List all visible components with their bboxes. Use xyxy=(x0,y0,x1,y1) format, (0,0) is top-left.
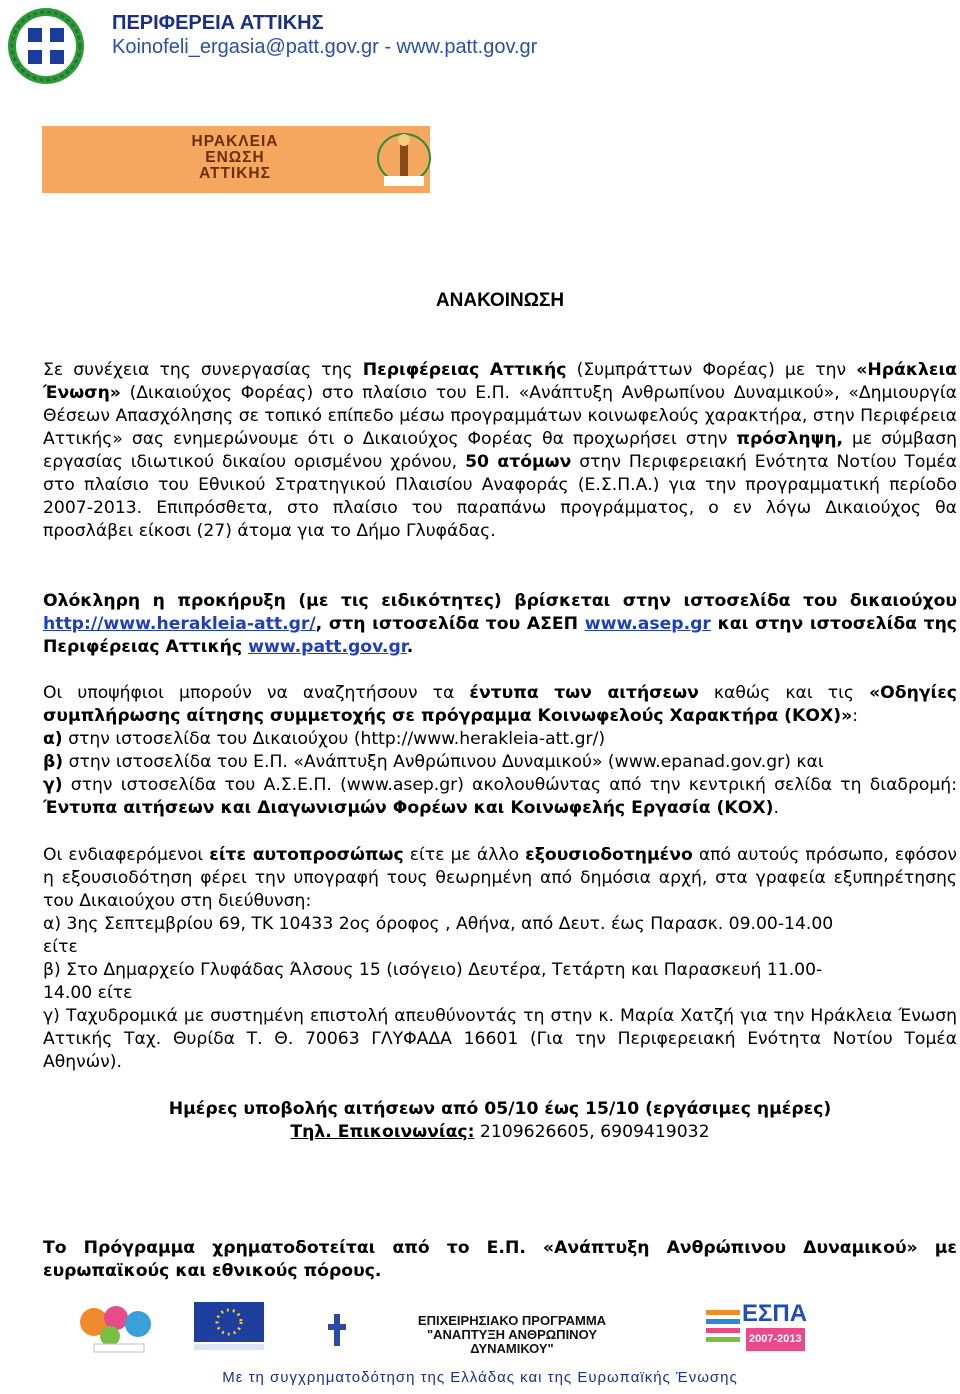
herakleia-link[interactable]: http://www.herakleia-att.gr/ xyxy=(43,614,316,634)
submission-section xyxy=(43,844,957,1074)
address-b: β) Στο Δημαρχείο Γλυφάδας Άλσους 15 (ισόγειο) Δευτέρα, Τετάρτη και Παρασκευή 11.00- xyxy=(43,960,823,980)
koch-logo-icon xyxy=(64,1298,174,1356)
espa-bars-icon xyxy=(706,1306,740,1350)
address-c: γ) Ταχυδρομικά με συστημένη επιστολή απευθύνοντάς τη στην κ. Μαρία Χατζή για την Ηράκλεια Ένωση Αττικής Ταχ. Θυρίδα Τ. Θ. 70063 ΓΛΥΦΑΔΑ 16601 (Για την Περιφερειακή Ενότητα Νοτίου Τομέα Αθηνών). xyxy=(43,1006,957,1072)
applications-section xyxy=(43,682,957,820)
footer-logos xyxy=(0,1292,960,1362)
submission-intro: Οι ενδιαφερόμενοι είτε αυτοπροσώπως είτε με άλλο εξουσιοδοτημένο από αυτούς πρόσωπο, εφόσον η εξουσιοδότηση φέρει την υπογραφή τους θεωρημένη από δημόσια αρχή, στα γραφεία εξυπηρέτησης του Δικαιούχου στη διεύθυνση: xyxy=(43,845,958,911)
full-notice-paragraph: Ολόκληρη η προκήρυξη (με τις ειδικότητες) βρίσκεται στην ιστοσελίδα του δικαιούχου http://www.herakleia-att.gr/, στη ιστοσελίδα του ΑΣΕΠ www.asep.gr και στην ιστοσελίδα της Περιφέρειας Αττικής www.patt.gov.gr. xyxy=(43,591,957,657)
announcement-paragraph: Σε συνέχεια της συνεργασίας της Περιφέρειας Αττικής (Συμπράττων Φορέας) με την «Ηράκλεια Ένωση» (Δικαιούχος Φορέας) στο πλαίσιο του Ε.Π. «Ανάπτυξη Ανθρωπίνου Δυναμικού», «Δημιουργία Θέσεων Απασχόλησης σε τοπικό επίπεδο μέσω προγραμμάτων κοινωφελούς χαρακτήρα, στην Περιφέρεια Αττικής» σας ενημερώνουμε ότι ο Δικαιούχος Φορέας θα προχωρήσει στην πρόσληψη, με σύμβαση εργασίας ιδιωτικού δικαίου ορισμένου χρόνου, 50 ατόμων στην Περιφερειακή Ενότητα Νοτίου Τομέα στο πλαίσιο του Εθνικού Στρατηγικού Πλαισίου Αναφοράς (Ε.Σ.Π.Α.) για την προγραμματική περίοδο 2007-2013. Επιπρόσθετα, στο πλαίσιο του παραπάνω προγράμματος, ο εν λόγω Δικαιούχος θα προσλάβει είκοσι (27) άτομα για το Δήμο Γλυφάδας. xyxy=(43,360,957,541)
herakleia-logo-text: ΗΡΑΚΛΕΙΑ ΕΝΩΣΗ ΑΤΤΙΚΗΣ xyxy=(191,133,279,182)
address-or: είτε xyxy=(43,937,78,957)
region-emblem-icon xyxy=(6,6,86,86)
asep-link[interactable]: www.asep.gr xyxy=(584,614,711,634)
greek-cross-icon xyxy=(326,1312,348,1348)
source-item-c: γ) στην ιστοσελίδα του Α.Σ.Ε.Π. (www.asep.gr) ακολουθώντας από την κεντρική σελίδα τη διαδρομή: Έντυπα αιτήσεων και Διαγωνισμών Φορέων και Κοινωφελής Εργασία (ΚΟΧ). xyxy=(43,775,957,818)
herakleia-logo xyxy=(42,126,430,193)
eu-flag-icon xyxy=(194,1302,264,1352)
contact-phone: Τηλ. Επικοινωνίας: 2109626605, 6909419032 xyxy=(290,1122,710,1142)
source-item-b: β) στην ιστοσελίδα του Ε.Π. «Ανάπτυξη Ανθρώπινου Δυναμικού» (www.epanad.gov.gr) και xyxy=(43,752,824,772)
espa-logo: ΕΣΠΑ 2007-2013 xyxy=(706,1300,806,1354)
header-title: ΠΕΡΙΦΕΡΕΙΑ ΑΤΤΙΚΗΣ xyxy=(112,12,324,34)
op-logo: ΕΠΙΧΕΙΡΗΣΙΑΚΟ ΠΡΟΓΡΑΜΜΑ "ΑΝΑΠΤΥΞΗ ΑΝΘΡΩΠΙΝΟΥ ΔΥΝΑΜΙΚΟΥ" xyxy=(417,1313,607,1356)
address-b-cont: 14.00 είτε xyxy=(43,983,133,1003)
source-item-a: α) στην ιστοσελίδα του Δικαιούχου (http://www.herakleia-att.gr/) xyxy=(43,729,606,749)
applications-intro: Οι υποψήφιοι μπορούν να αναζητήσουν τα έντυπα των αιτήσεων καθώς και τις «Οδηγίες συμπλήρωσης αίτησης συμμετοχής σε πρόγραμμα Κοινωφελούς Χαρακτήρα (ΚΟΧ)»: xyxy=(43,683,957,726)
address-a: α) 3ης Σεπτεμβρίου 69, ΤΚ 10433 2ος όροφος , Αθήνα, από Δευτ. έως Παρασκ. 09.00-14.00 xyxy=(43,914,834,934)
page-title: ΑΝΑΚΟΙΝΩΣΗ xyxy=(435,290,565,311)
herakleia-seal-icon xyxy=(374,130,434,190)
cofunding-strip: Με τη συγχρηματοδότηση της Ελλάδας και της Ευρωπαϊκής Ένωσης xyxy=(222,1369,738,1386)
header-contact: Koinofeli_ergasia@patt.gov.gr - www.patt.gov.gr xyxy=(112,36,538,58)
patt-link[interactable]: www.patt.gov.gr xyxy=(248,637,407,657)
funding-note: Το Πρόγραμμα χρηματοδοτείται από το Ε.Π. «Ανάπτυξη Ανθρώπινου Δυναμικού» με ευρωπαϊκούς και εθνικούς πόρους. xyxy=(43,1238,957,1281)
submission-dates: Ημέρες υποβολής αιτήσεων από 05/10 έως 15/10 (εργάσιμες ημέρες) xyxy=(168,1099,832,1119)
